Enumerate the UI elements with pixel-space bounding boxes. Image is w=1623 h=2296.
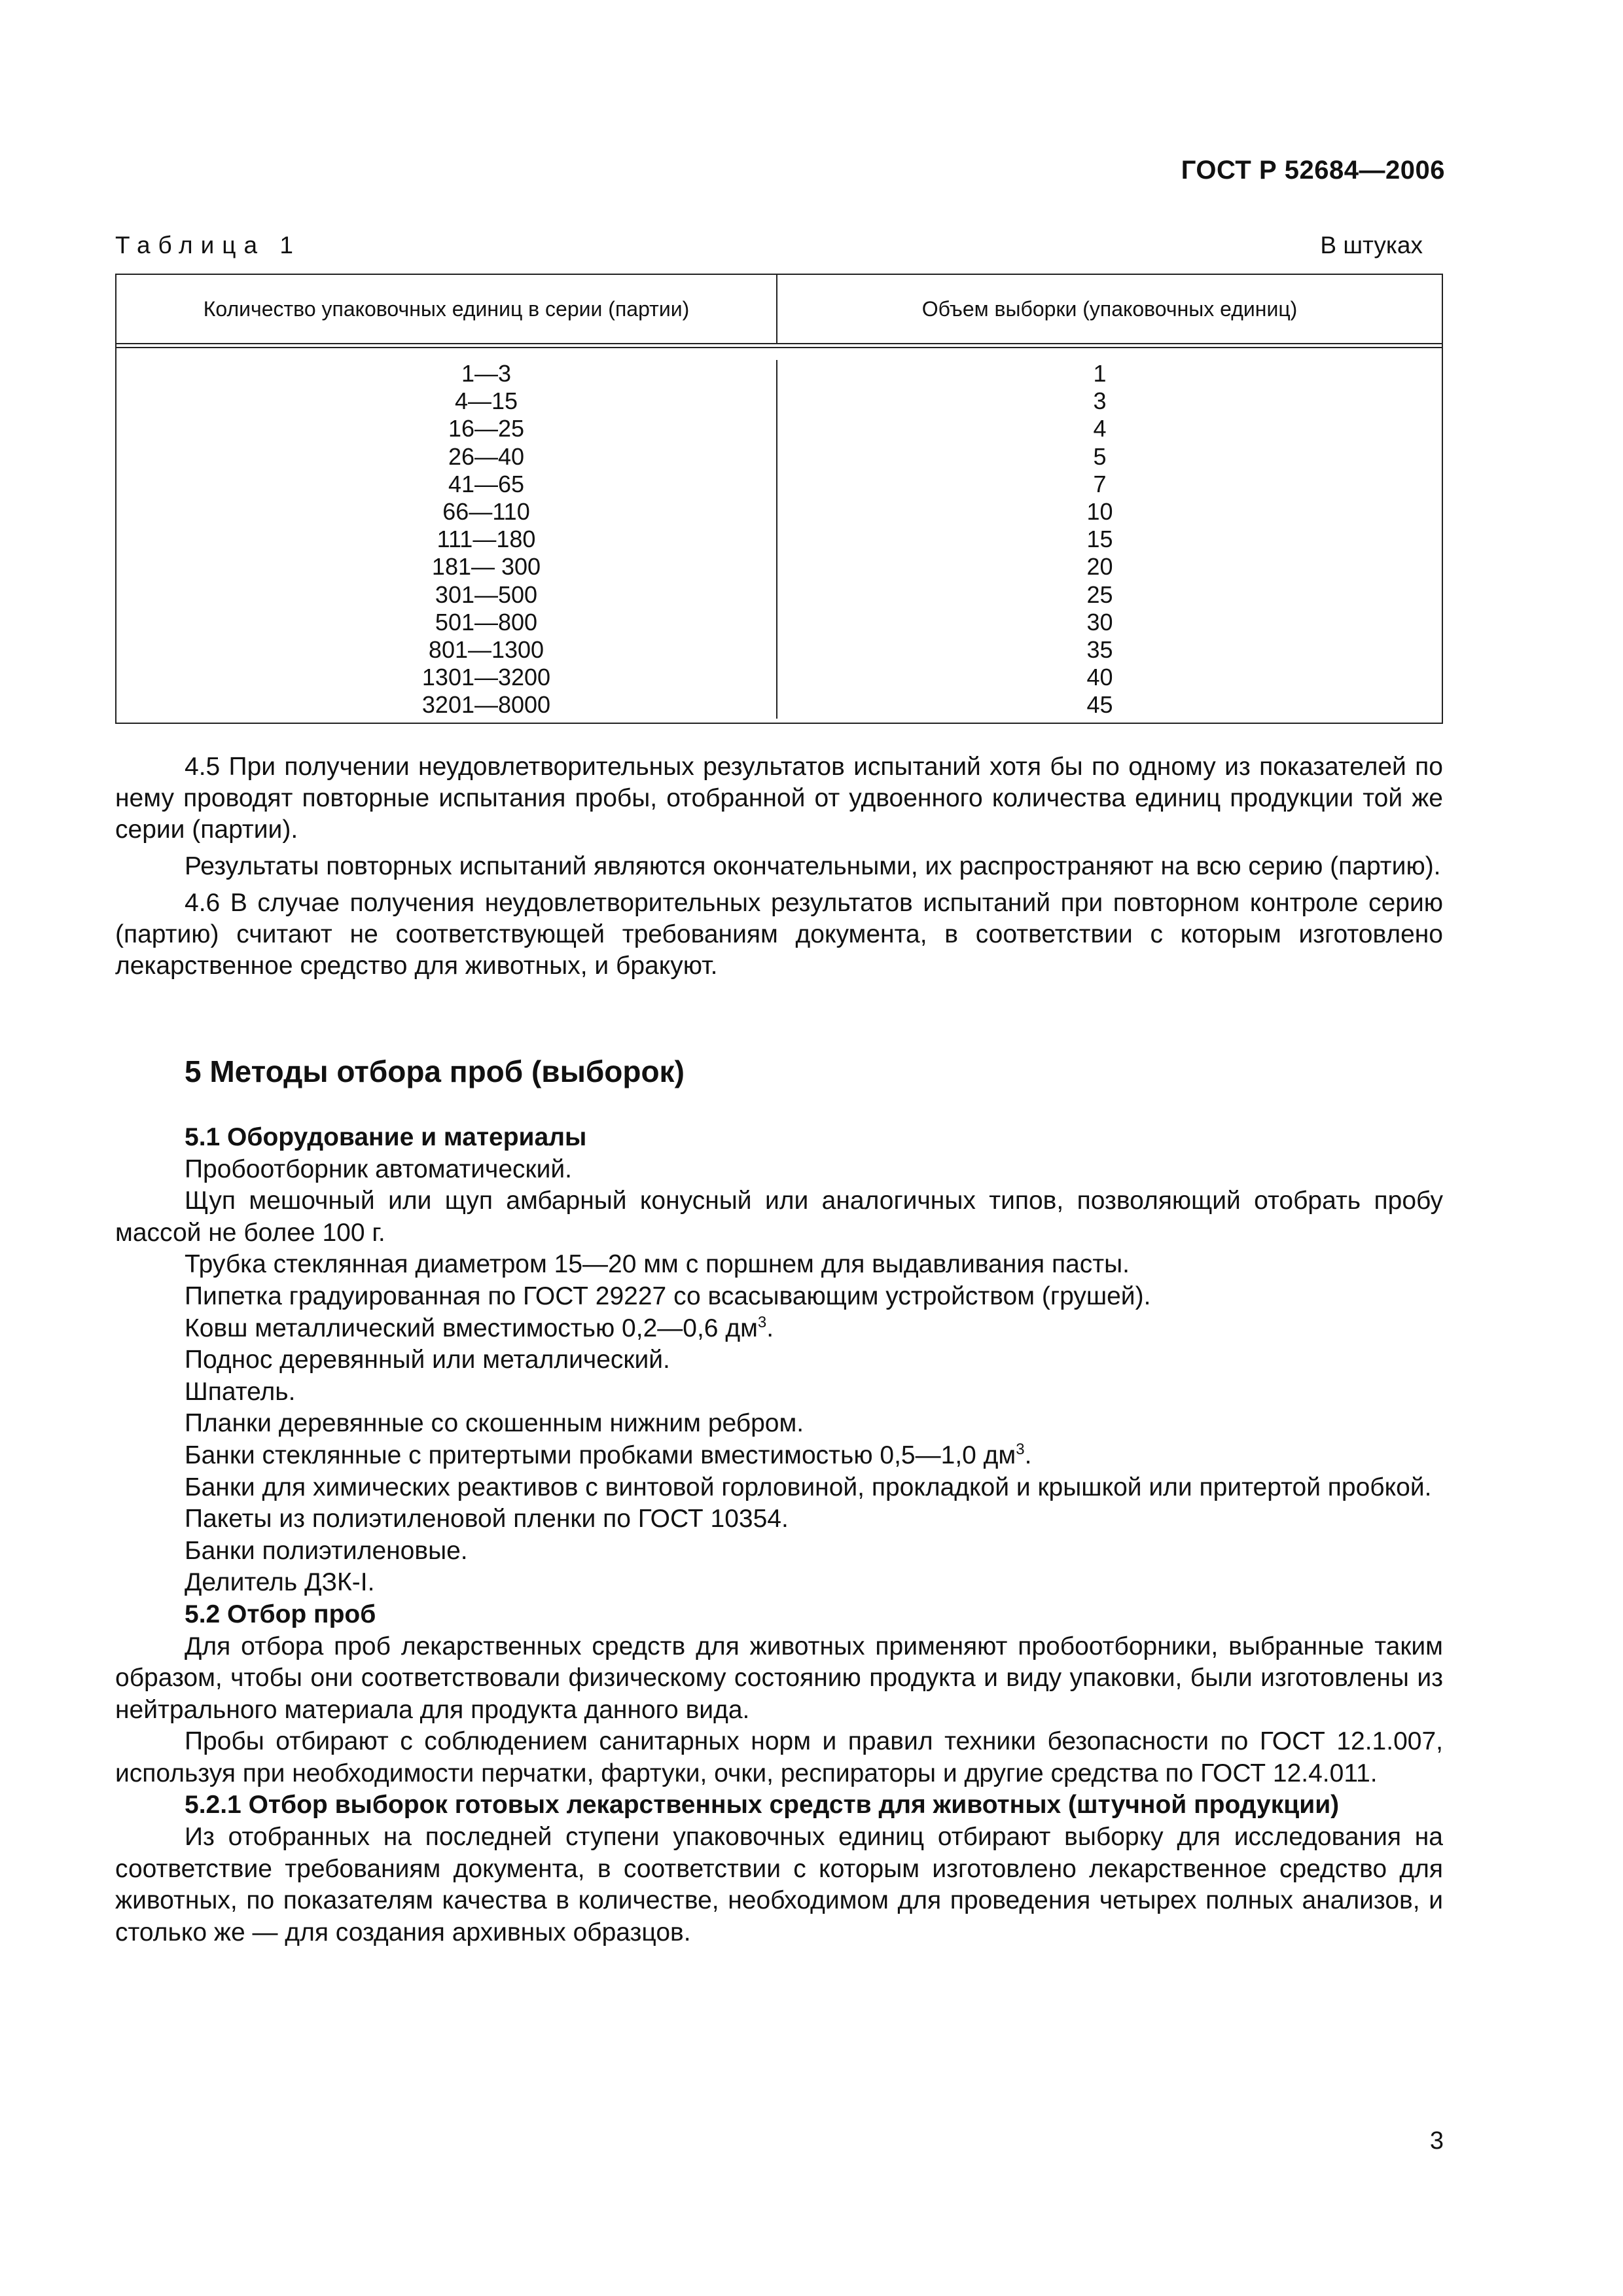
table-cell-lot-size: 26—40 — [448, 442, 525, 470]
table-units: В штуках — [1320, 232, 1423, 259]
table-cell-sample-size: 5 — [1093, 442, 1107, 470]
table-cell-lot-size: 66—110 — [442, 497, 530, 525]
table-header-row — [116, 275, 1442, 344]
paragraph-5-2-samplers: Для отбора проб лекарственных средств для животных применяют пробоотборники, выбранные таким образом, чтобы они соответствовали физическому состоянию продукта и виду упаковки, были изготовлены из нейтрального материала для продукта данного вида. — [115, 1632, 1443, 1724]
equipment-item: Пробоотборник автоматический. — [185, 1155, 573, 1183]
subsection-5-2-1-heading: 5.2.1 Отбор выборок готовых лекарственных средств для животных (штучной продукции) — [185, 1791, 1340, 1820]
table-cell-lot-size: 16—25 — [448, 415, 525, 442]
table-cell-lot-size: 181— 300 — [431, 553, 541, 581]
table-body — [116, 348, 1442, 723]
equipment-item: Щуп мешочный или щуп амбарный конусный или аналогичных типов, позволяющий отобрать пробу массой не более 100 г. — [115, 1187, 1443, 1247]
lot-size-column — [116, 360, 777, 719]
equipment-item: Шпатель. — [185, 1377, 296, 1406]
section-4-paragraphs — [115, 751, 1443, 987]
table-cell-lot-size: 301—500 — [435, 581, 538, 608]
equipment-item: Поднос деревянный или металлический. — [185, 1346, 670, 1374]
table-cell-sample-size: 20 — [1086, 553, 1113, 581]
equipment-item: Банки для химических реактивов с винтовой горловиной, прокладкой и крышкой или притертой пробкой. — [185, 1473, 1432, 1501]
paragraph-5-2-1: Из отобранных на последней ступени упаковочных единиц отбирают выборку для исследования на соответствие требованиям документа, в соответствии с которым изготовлено лекарственное средство для животных, по показателям качества в количестве, необходимом для проведения четырех полных анализов, и столько же — для создания архивных образцов. — [115, 1823, 1443, 1946]
equipment-item: Трубка стеклянная диаметром 15—20 мм с поршнем для выдавливания пасты. — [185, 1250, 1130, 1279]
equipment-item: Банки полиэтиленовые. — [185, 1536, 468, 1565]
table-cell-sample-size: 15 — [1086, 526, 1113, 553]
table-label: Таблица 1 — [115, 232, 301, 259]
superscript: 3 — [757, 1313, 767, 1331]
section-5-body — [115, 1122, 1443, 1948]
table-cell-sample-size: 45 — [1086, 691, 1113, 719]
table-cell-sample-size: 3 — [1093, 387, 1107, 415]
section-5-heading: 5 Методы отбора проб (выборок) — [185, 1054, 685, 1088]
paragraph-5-2-safety: Пробы отбирают с соблюдением санитарных норм и правил техники безопасности по ГОСТ 12.1.007, используя при необходимости перчатки, фартуки, очки, респираторы и другие средства по ГОСТ 12.4.011. — [115, 1727, 1443, 1787]
column-header-lot-size: Количество упаковочных единиц в серии (партии) — [116, 275, 777, 343]
table-cell-sample-size: 1 — [1093, 360, 1107, 387]
table-cell-sample-size: 40 — [1086, 664, 1113, 691]
subsection-5-1-heading: 5.1 Оборудование и материалы — [185, 1123, 587, 1151]
equipment-item: Пипетка градуированная по ГОСТ 29227 со всасывающим устройством (грушей). — [185, 1282, 1151, 1310]
table-cell-lot-size: 4—15 — [454, 387, 518, 415]
table-cell-sample-size: 4 — [1093, 415, 1107, 442]
equipment-item: Банки стеклянные с притертыми пробками вместимостью 0,5—1,0 $дм^3$. — [185, 1440, 1032, 1469]
paragraph-4-5: 4.5 При получении неудовлетворительных результатов испытаний хотя бы по одному из показателей по нему проводят повторные испытания пробы, отобранной от удвоенного количества единиц продукции той же серии (партии). — [115, 753, 1443, 844]
table-cell-lot-size: 41—65 — [448, 470, 525, 497]
table-cell-sample-size: 30 — [1086, 608, 1113, 636]
superscript: 3 — [1016, 1440, 1025, 1458]
table-cell-lot-size: 1301—3200 — [421, 664, 551, 691]
page-number: 3 — [1429, 2127, 1444, 2155]
table-cell-sample-size: 35 — [1086, 636, 1113, 663]
table-cell-lot-size: 801—1300 — [428, 636, 544, 663]
column-header-sample-size: Объем выборки (упаковочных единиц) — [921, 296, 1298, 321]
equipment-item: Пакеты из полиэтиленовой пленки по ГОСТ 10354. — [185, 1505, 789, 1534]
paragraph-4-6: 4.6 В случае получения неудовлетворительных результатов испытаний при повторном контроле серию (партию) считают не соответствующей требованиям документа, в соответствии с которым изготовлено лекарственное средство для животных, и бракуют. — [115, 889, 1443, 980]
table-cell-sample-size: 7 — [1093, 470, 1107, 497]
table-cell-lot-size: 501—800 — [435, 608, 538, 636]
sample-size-column — [777, 360, 1442, 719]
sampling-table — [115, 274, 1443, 724]
equipment-item: Планки деревянные со скошенным нижним ребром. — [185, 1409, 804, 1438]
table-cell-lot-size: 1—3 — [461, 360, 512, 387]
subsection-5-2-heading: 5.2 Отбор проб — [185, 1600, 376, 1628]
standard-code-header: ГОСТ Р 52684—2006 — [1181, 156, 1445, 185]
table-cell-lot-size: 3201—8000 — [421, 691, 551, 719]
table-cell-lot-size: 111—180 — [437, 526, 536, 553]
table-cell-sample-size: 25 — [1086, 581, 1113, 608]
equipment-item: Делитель ДЗК-I. — [185, 1568, 375, 1597]
equipment-item: Ковш металлический вместимостью 0,2—0,6 $дм^3$. — [185, 1313, 774, 1342]
table-cell-sample-size: 10 — [1086, 497, 1113, 525]
paragraph-4-5-results: Результаты повторных испытаний являются окончательными, их распространяют на всю серию (партию). — [185, 852, 1441, 880]
